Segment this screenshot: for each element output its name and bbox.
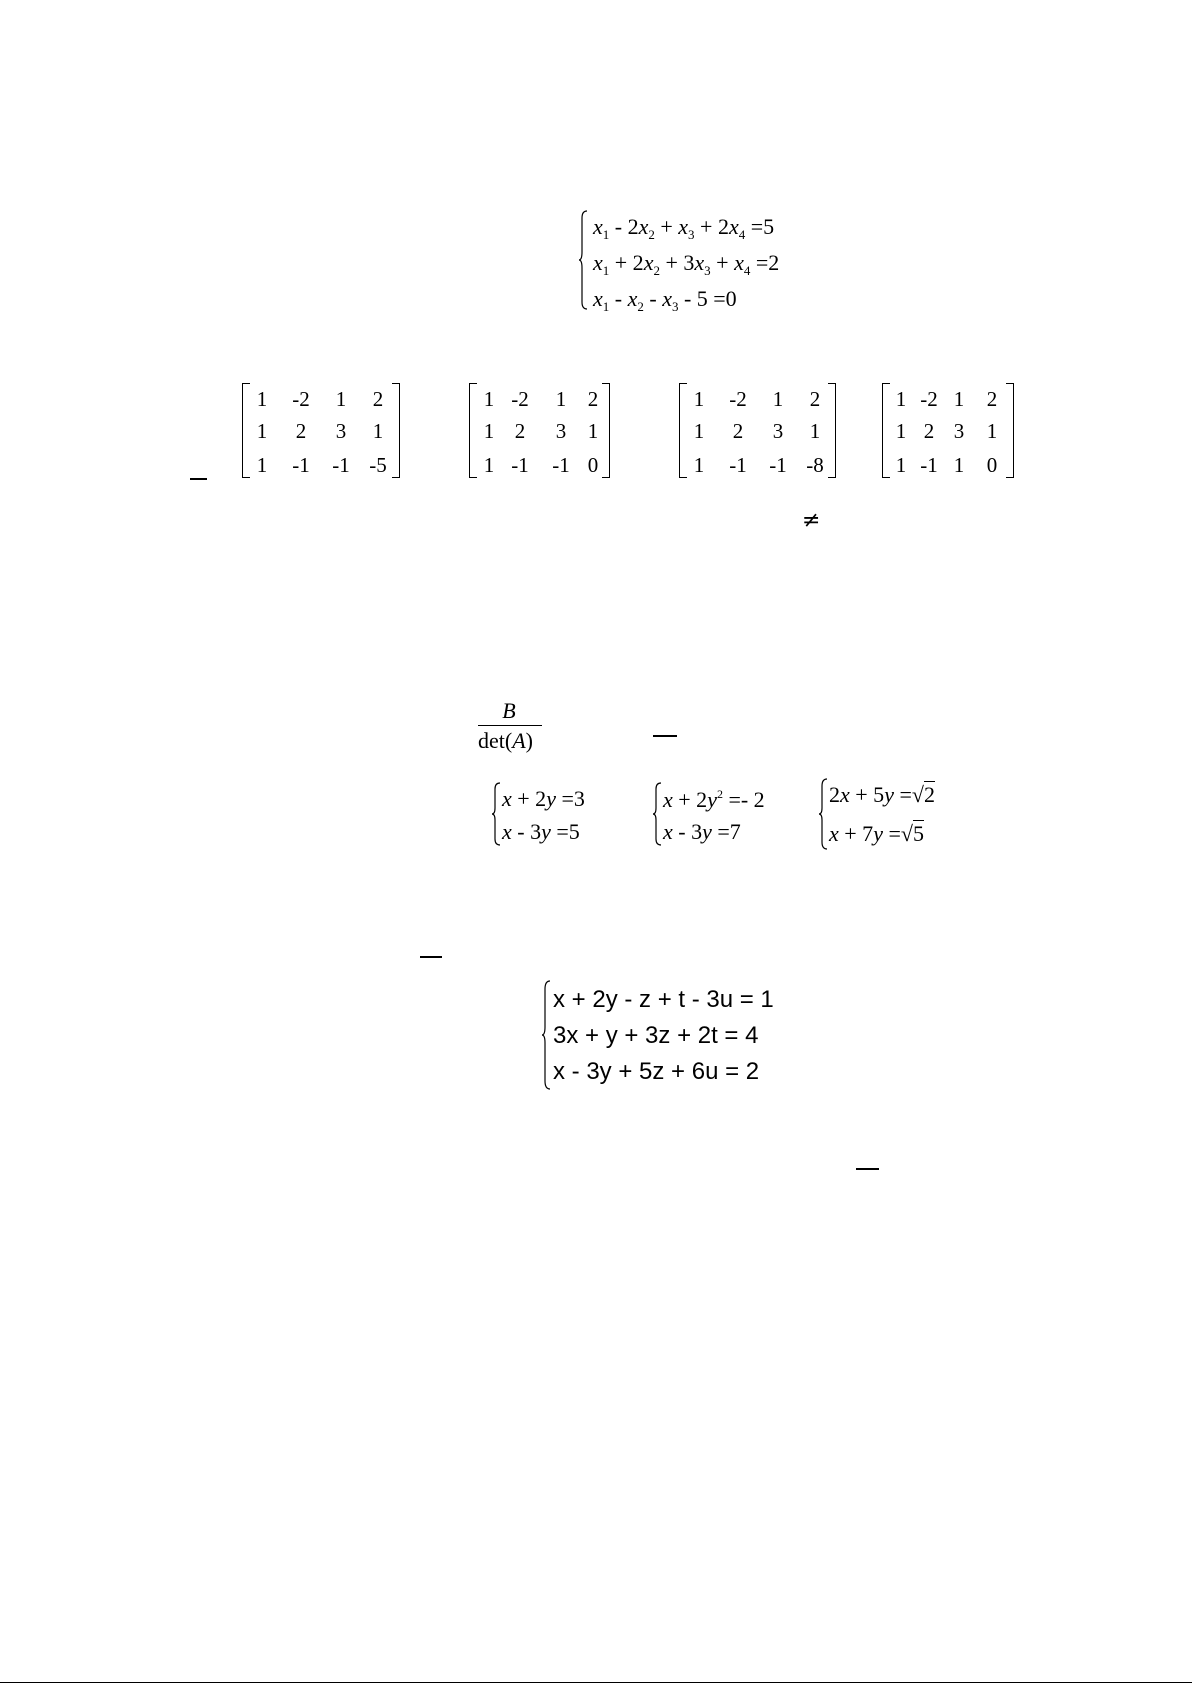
matrix-cell: 3	[555, 419, 567, 443]
matrix-option-c	[679, 383, 836, 478]
system-3-row: x - 3y + 5z + 6u = 2	[553, 1058, 760, 1085]
matrix-cell: 1	[953, 387, 965, 411]
matrix-cell: 1	[256, 453, 268, 477]
matrix-cell: 1	[483, 453, 495, 477]
matrix-cell: -5	[369, 453, 387, 477]
matrix-cell: 1	[809, 419, 821, 443]
equation-system-3	[542, 978, 782, 1092]
answer-blank-line	[420, 956, 442, 958]
answer-blank-line	[653, 735, 677, 737]
system-1-row: $x_1 + 2x_2 + 3x_3 + x_4 =2$	[593, 250, 780, 278]
matrix-option-b	[469, 383, 610, 478]
matrix-cell: 0	[986, 453, 998, 477]
matrix-cell: 1	[256, 387, 268, 411]
matrix-cell: 3	[953, 419, 965, 443]
fraction-denominator: det(A)	[478, 728, 533, 753]
matrix-cell: 2	[986, 387, 998, 411]
matrix-cell: 1	[693, 419, 705, 443]
equation-system-option	[653, 780, 813, 848]
system-row: x - 3y =7	[663, 819, 741, 844]
matrix-option-d	[882, 383, 1014, 478]
left-brace-icon	[819, 778, 827, 850]
fraction	[476, 696, 542, 756]
left-brace-icon	[653, 782, 661, 846]
sqrt-icon: √	[900, 821, 913, 846]
answer-blank-line	[856, 1168, 879, 1170]
matrix-cell: -2	[729, 387, 747, 411]
page-bottom-rule	[0, 1682, 1192, 1683]
matrix-cell: -1	[511, 453, 529, 477]
matrix-cell: -1	[292, 453, 310, 477]
matrix-cell: 2	[587, 387, 599, 411]
system-row: 2x + 5y =√2	[829, 782, 935, 807]
system-row: x + 7y =√5	[829, 821, 924, 846]
left-brace-icon	[579, 210, 587, 310]
matrix-cell: 0	[587, 453, 599, 477]
not-equal-symbol: ≠	[802, 508, 821, 533]
system-3-row: x + 2y - z + t - 3u = 1	[553, 986, 774, 1013]
matrix-cell: 2	[514, 419, 526, 443]
system-row: x - 3y =5	[502, 819, 580, 844]
matrix-cell: 3	[335, 419, 347, 443]
matrix-cell: 3	[772, 419, 784, 443]
matrix-cell: 1	[372, 419, 384, 443]
matrix-cell: 2	[923, 419, 935, 443]
fraction-bar	[478, 725, 542, 726]
matrix-cell: -1	[920, 453, 938, 477]
matrix-cell: 1	[256, 419, 268, 443]
equation-system-option	[492, 780, 632, 848]
matrix-cell: 1	[483, 419, 495, 443]
matrix-cell: -2	[511, 387, 529, 411]
system-row: x + 2y =3	[502, 786, 585, 811]
fraction-numerator: B	[502, 698, 516, 723]
matrix-cell: -1	[332, 453, 350, 477]
matrix-cell: 2	[372, 387, 384, 411]
left-brace-icon	[492, 782, 500, 846]
matrix-cell: 2	[295, 419, 307, 443]
matrix-cell: 1	[555, 387, 567, 411]
matrix-cell: -2	[292, 387, 310, 411]
matrix-cell: 1	[895, 419, 907, 443]
equation-system-option	[819, 776, 979, 852]
matrix-cell: -2	[920, 387, 938, 411]
matrix-cell: 2	[809, 387, 821, 411]
matrix-cell: 1	[986, 419, 998, 443]
matrix-cell: 2	[732, 419, 744, 443]
matrix-cell: -1	[552, 453, 570, 477]
system-3-row: 3x + y + 3z + 2t = 4	[553, 1022, 759, 1049]
matrix-cell: 1	[335, 387, 347, 411]
matrix-cell: -1	[729, 453, 747, 477]
matrix-option-a	[242, 383, 400, 478]
matrix-cell: 1	[693, 453, 705, 477]
matrix-cell: -1	[769, 453, 787, 477]
system-1-row: $x_1 - x_2 - x_3 - 5 =0$	[593, 286, 737, 314]
matrix-cell: 1	[953, 453, 965, 477]
equation-system-1	[579, 208, 819, 314]
left-brace-icon	[542, 980, 550, 1090]
matrix-cell: 1	[693, 387, 705, 411]
matrix-cell: 1	[483, 387, 495, 411]
matrix-cell: -8	[806, 453, 824, 477]
answer-blank-line	[190, 478, 207, 480]
system-row: $x + 2y^2 =- 2$	[663, 787, 765, 812]
system-1-row: $x_1 - 2x_2 + x_3 + 2x_4 =5$	[593, 214, 775, 242]
matrix-cell: 1	[895, 387, 907, 411]
matrix-cell: 1	[772, 387, 784, 411]
sqrt-icon: √	[911, 782, 924, 807]
matrix-cell: 1	[587, 419, 599, 443]
matrix-cell: 1	[895, 453, 907, 477]
